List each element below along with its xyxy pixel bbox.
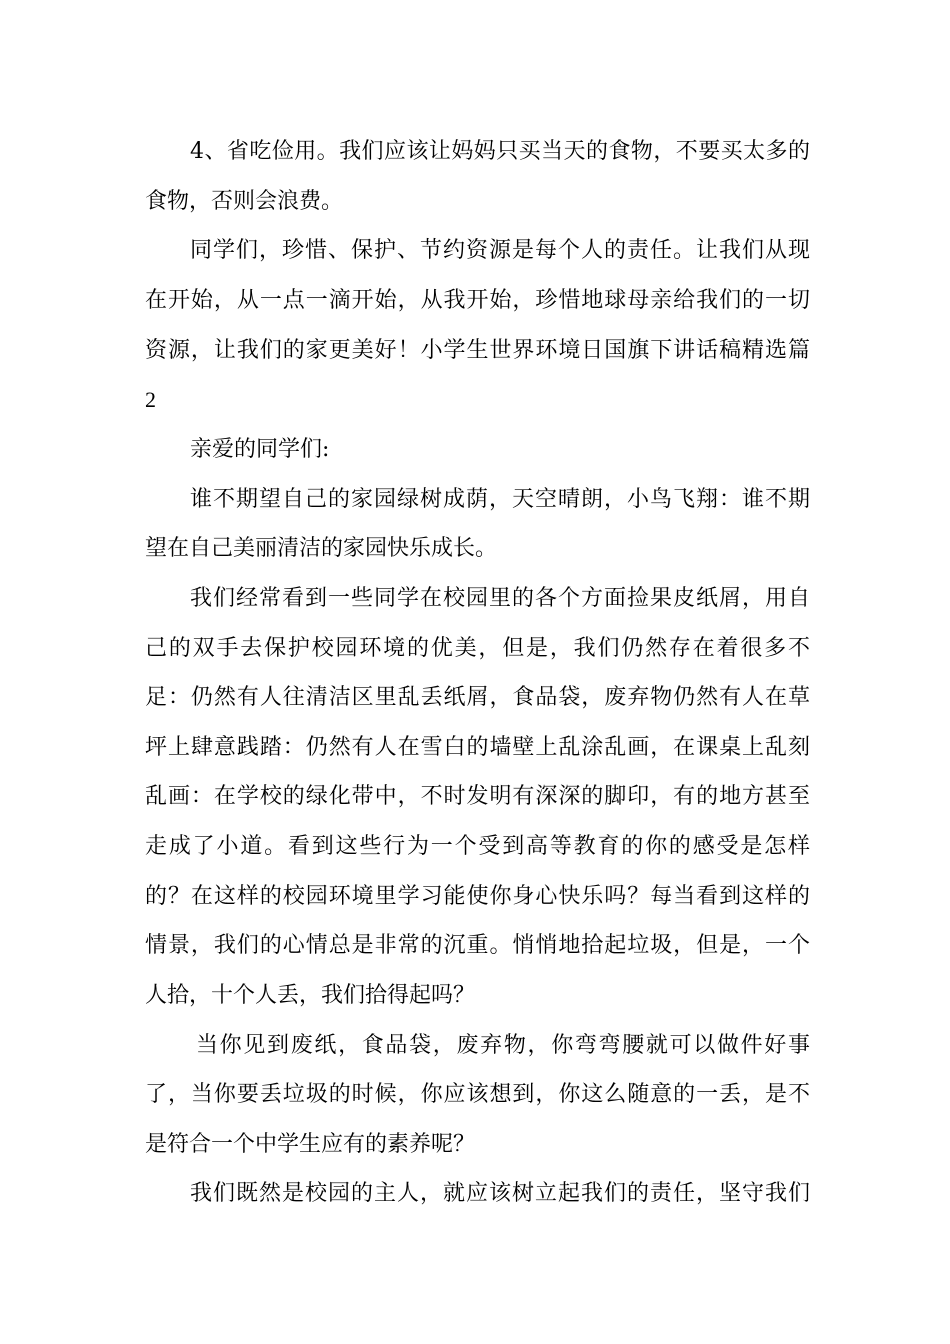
text-line-6: 2 <box>145 387 156 412</box>
text-line-13: 坪上肆意践踏：仍然有人在雪白的墙壁上乱涂乱画，在课桌上乱刻 <box>145 735 810 760</box>
text-line-5: 资源，让我们的家更美好！小学生世界环境日国旗下讲话稿精选篇 <box>145 338 810 363</box>
text-line-16: 的？在这样的校园环境里学习能使你身心快乐吗？每当看到这样的 <box>145 884 810 909</box>
text-line-9: 望在自己美丽清洁的家园快乐成长。 <box>145 536 498 561</box>
text-line-10: 我们经常看到一些同学在校园里的各个方面捡果皮纸屑，用自 <box>190 586 810 611</box>
text-line-3: 同学们，珍惜、保护、节约资源是每个人的责任。让我们从现 <box>190 238 810 263</box>
text-line-21: 是符合一个中学生应有的素养呢？ <box>145 1132 476 1157</box>
text-line-22: 我们既然是校园的主人，就应该树立起我们的责任，坚守我们 <box>190 1181 810 1206</box>
text-line-2: 食物，否则会浪费。 <box>145 189 344 214</box>
text-line-11: 己的双手去保护校园环境的优美，但是，我们仍然存在着很多不 <box>145 636 810 661</box>
text-line-8: 谁不期望自己的家园绿树成荫，天空晴朗，小鸟飞翔：谁不期 <box>190 487 810 512</box>
text-line-7: 亲爱的同学们: <box>190 437 330 462</box>
text-line-18: 人拾，十个人丢，我们拾得起吗？ <box>145 983 476 1008</box>
text-line-19: 当你见到废纸，食品袋，废弃物，你弯弯腰就可以做件好事 <box>196 1033 810 1058</box>
text-line-17: 情景，我们的心情总是非常的沉重。悄悄地拾起垃圾，但是，一个 <box>145 933 810 958</box>
text-line-14: 乱画：在学校的绿化带中，不时发明有深深的脚印，有的地方甚至 <box>145 784 810 809</box>
text-line-15: 走成了小道。看到这些行为一个受到高等教育的你的感受是怎样 <box>145 834 810 859</box>
text-line-4: 在开始，从一点一滴开始，从我开始，珍惜地球母亲给我们的一切 <box>145 288 810 313</box>
text-line-20: 了，当你要丢垃圾的时候，你应该想到，你这么随意的一丢，是不 <box>145 1082 810 1107</box>
text-line-12: 足：仍然有人往清洁区里乱丢纸屑，食品袋，废弃物仍然有人在草 <box>145 685 810 710</box>
text-line-1: 4、省吃俭用。我们应该让妈妈只买当天的食物，不要买太多的 <box>190 139 810 164</box>
